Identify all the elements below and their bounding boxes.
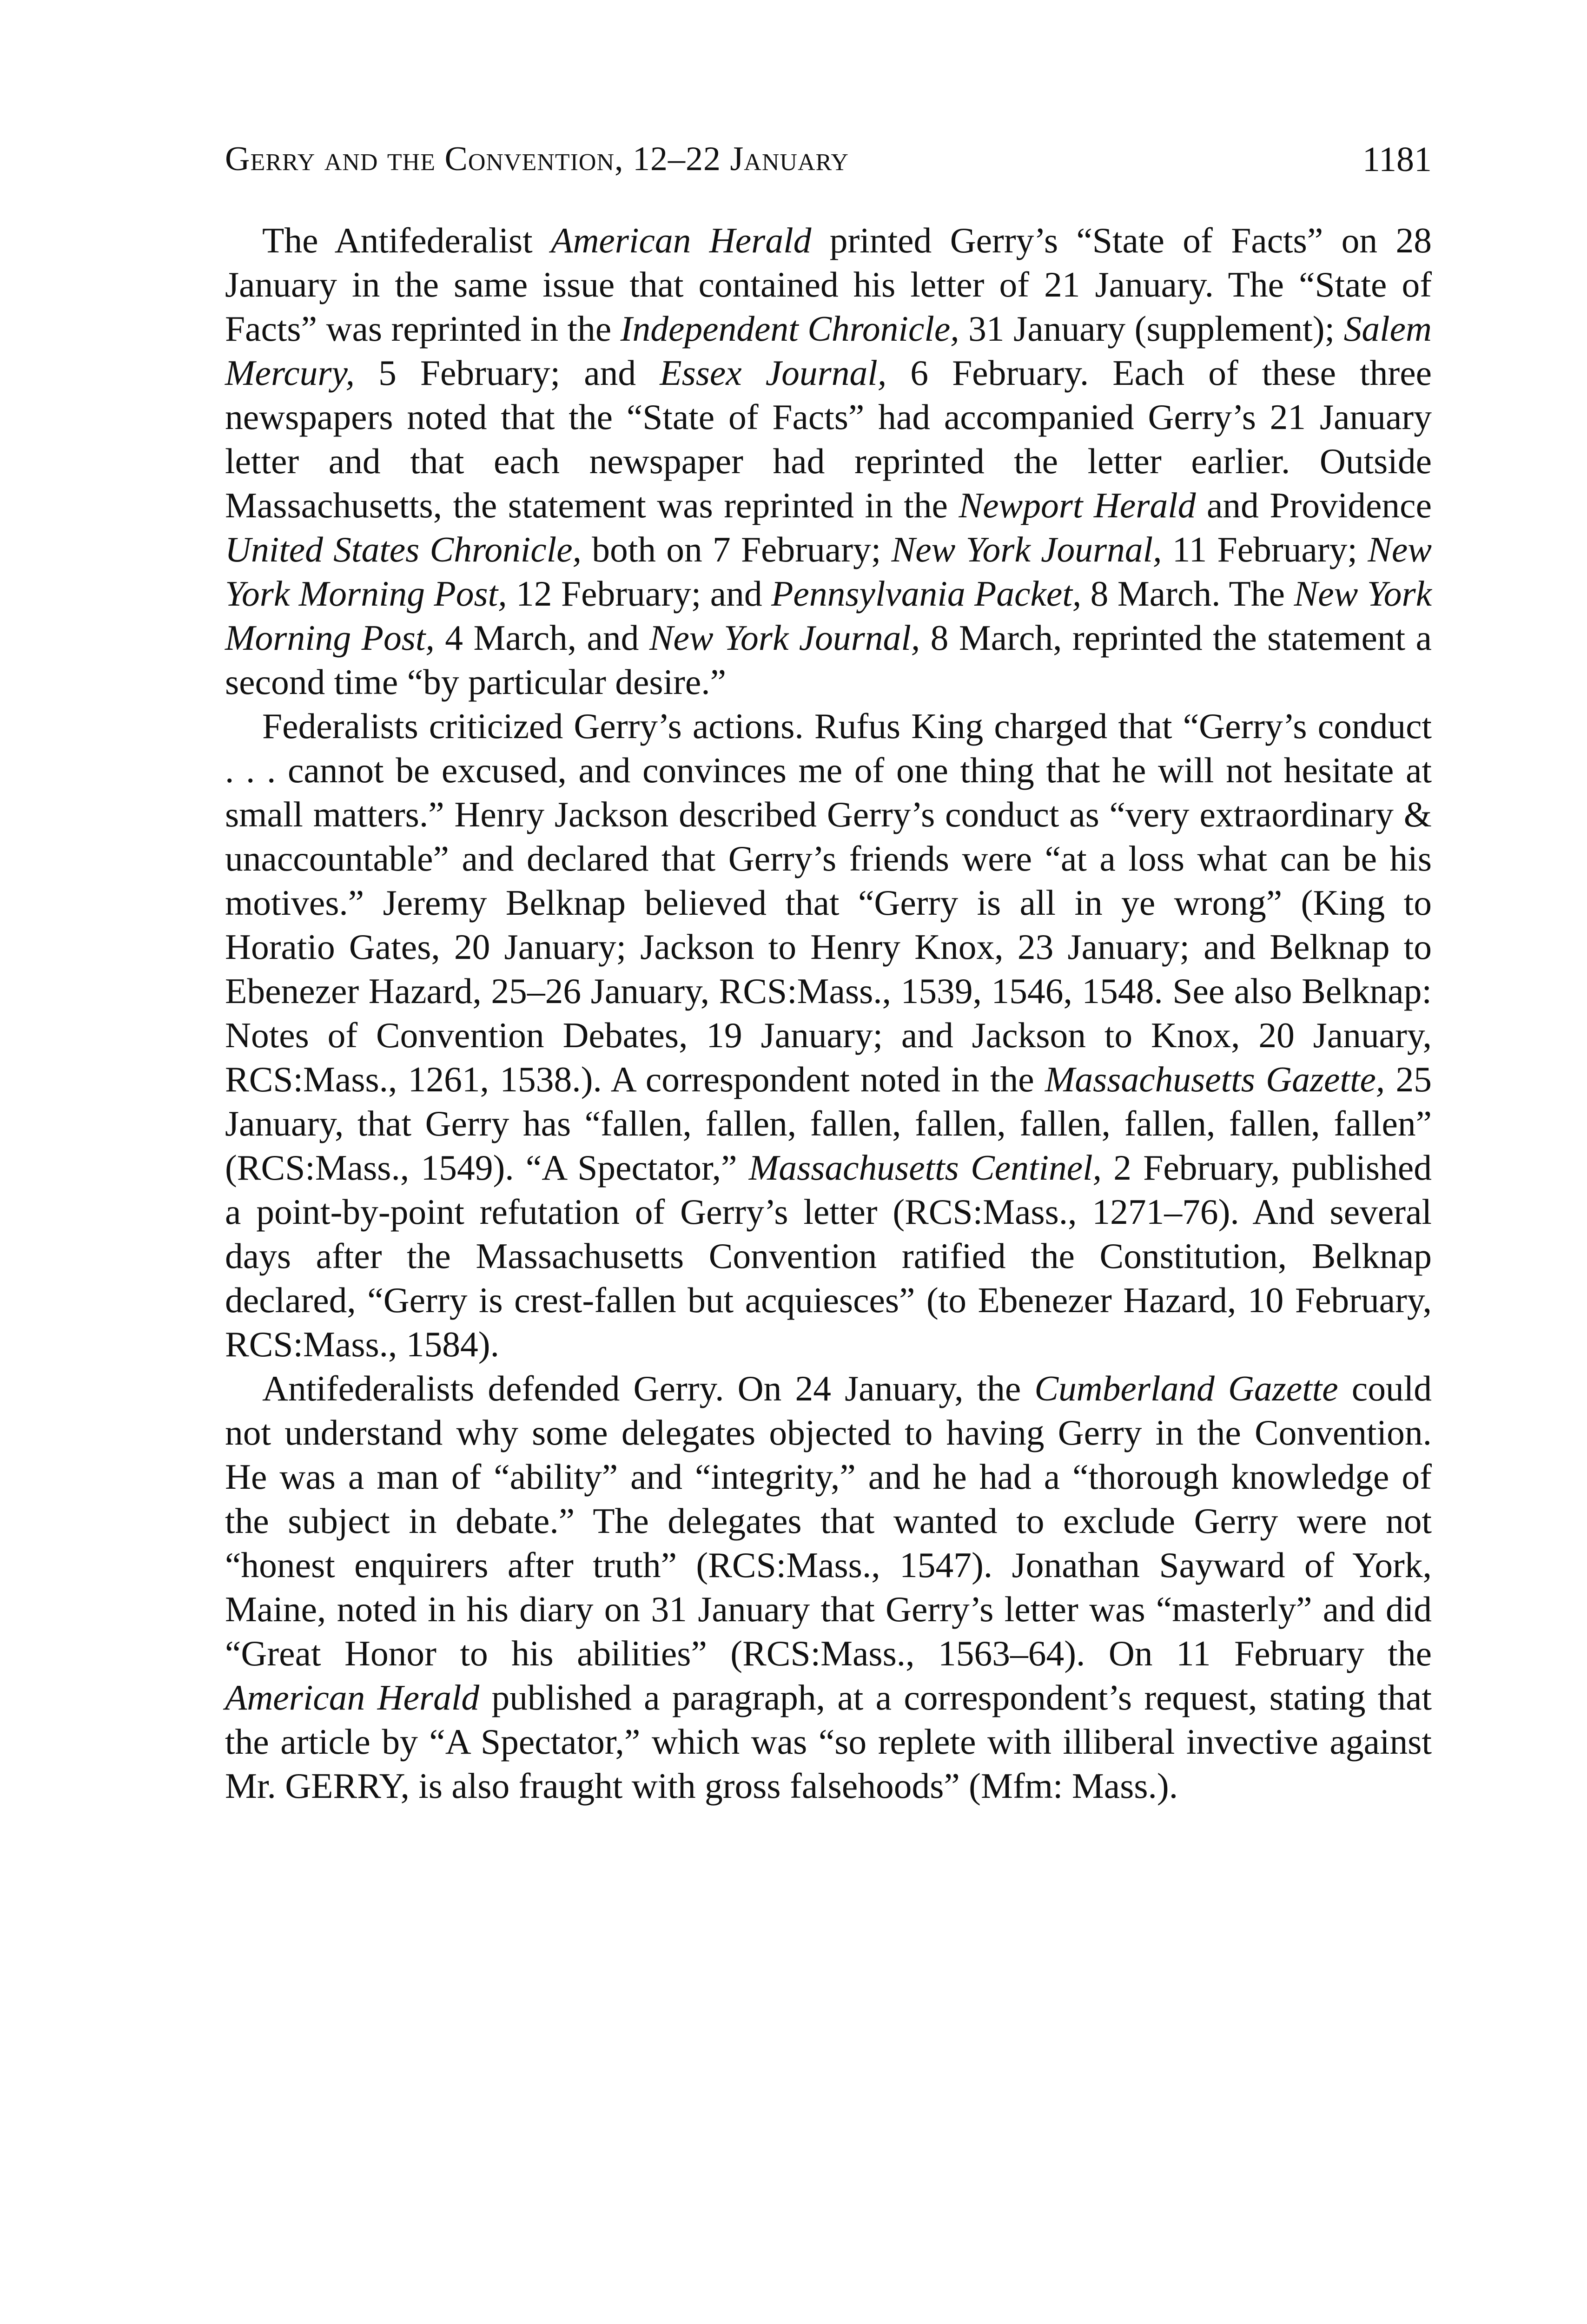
italic-title: Massachusetts Gazette, <box>1045 1059 1385 1099</box>
text-run: Federalists criticized Gerry’s actions. Rufus King charged that “Gerry’s conduct . . . cannot be excused, and convinces me of one thing that he will not hesitate at small matters.” Henry Jackson described Gerry’s conduct as “very extraordinary & unaccountable” and declared that Gerry’s friends were “at a loss what can be his motives.” Jeremy Belknap believed that “Gerry is all in ye wrong” (King to Horatio Gates, 20 January; Jackson to Henry Knox, 23 January; and Belknap to Ebenezer Hazard, 25–26 January, RCS:Mass., 1539, 1546, 1548. See also Belknap: Notes of Convention Debates, 19 January; and Jackson to Knox, 20 January, RCS:Mass., 1261, 1538.). A correspondent noted in the <box>225 706 1432 1099</box>
italic-title: Massachusetts Centinel, <box>748 1148 1102 1188</box>
text-run: printed Gerry’s “State of Facts” on 28 January in the same issue that contained his letter of 21 January. The “State of Facts” was reprinted in the <box>225 220 1432 349</box>
running-head <box>225 139 1432 181</box>
italic-title: New York Morning Post, <box>225 574 1432 658</box>
text-run: 31 January (supplement); <box>959 309 1344 349</box>
italic-title: Essex Journal, <box>660 353 887 393</box>
text-run: The Antifederalist <box>262 220 551 260</box>
italic-title: Salem Mercury, <box>225 309 1432 393</box>
text-run: both on 7 February; <box>582 529 892 569</box>
text-run: 5 February; and <box>355 353 660 393</box>
italic-title: New York Morning Post, <box>225 529 1432 614</box>
italic-title: Pennsylvania Packet, <box>771 574 1082 614</box>
text-run: 8 March, reprinted the statement a second time “by particular desire.” <box>225 618 1432 702</box>
text-run: 8 March. The <box>1081 574 1294 614</box>
paragraph-federalist-criticism <box>225 704 1432 1367</box>
paragraph-reprints <box>225 218 1432 704</box>
text-run: 11 February; <box>1162 529 1368 569</box>
paragraph-antifederalist-defense <box>225 1367 1432 1808</box>
running-title: Gerry and the Convention, 12–22 January <box>225 140 849 178</box>
italic-title: New York Journal, <box>891 529 1162 569</box>
body-text <box>225 218 1432 1808</box>
text-run: 12 February; and <box>507 574 772 614</box>
text-run: 4 March, and <box>434 618 649 658</box>
text-run: could not understand why some delegates objected to having Gerry in the Convention. He was a man of “ability” and “integrity,” and he had a “thorough knowledge of the subject in debate.” The delegates that wanted to exclude Gerry were not “honest enquirers after truth” (RCS:Mass., 1547). Jonathan Sayward of York, Maine, noted in his diary on 31 January that Gerry’s letter was “masterly” and did “Great Honor to his abilities” (RCS:Mass., 1563–64). On 11 February the <box>225 1368 1432 1673</box>
text-run: 2 February, published a point-by-point refutation of Gerry’s letter (RCS:Mass., 1271–76). And several days after the Massachusetts Convention ratified the Constitution, Belknap declared, “Gerry is crest-fallen but acquiesces” (to Ebenezer Hazard, 10 February, RCS:Mass., 1584). <box>225 1148 1432 1364</box>
italic-title: American Herald <box>551 220 812 260</box>
page-number: 1181 <box>1362 140 1432 179</box>
text-run: 6 February. Each of these three newspapers noted that the “State of Facts” had accompanied Gerry’s 21 January letter and that each newspaper had reprinted the letter earlier. Outside Massachusetts, the statement was reprinted in the <box>225 353 1432 525</box>
text-run: and Providence <box>1196 485 1432 525</box>
italic-title: Independent Chronicle, <box>620 309 959 349</box>
italic-title: Newport Herald <box>959 485 1196 525</box>
italic-title: United States Chronicle, <box>225 529 582 569</box>
text-run: Antifederalists defended Gerry. On 24 January, the <box>262 1368 1035 1408</box>
text-run: published a paragraph, at a correspondent’s request, stating that the article by “A Spectator,” which was “so replete with illiberal invective against Mr. GERRY, is also fraught with gross falsehoods” (Mfm: Mass.). <box>225 1677 1432 1806</box>
text-run: 25 January, that Gerry has “fallen, fallen, fallen, fallen, fallen, fallen, fallen, fallen” (RCS:Mass., 1549). “A Spectator,” <box>225 1059 1432 1188</box>
italic-title: New York Journal, <box>649 618 920 658</box>
italic-title: Cumberland Gazette <box>1034 1368 1338 1408</box>
italic-title: American Herald <box>225 1677 480 1717</box>
